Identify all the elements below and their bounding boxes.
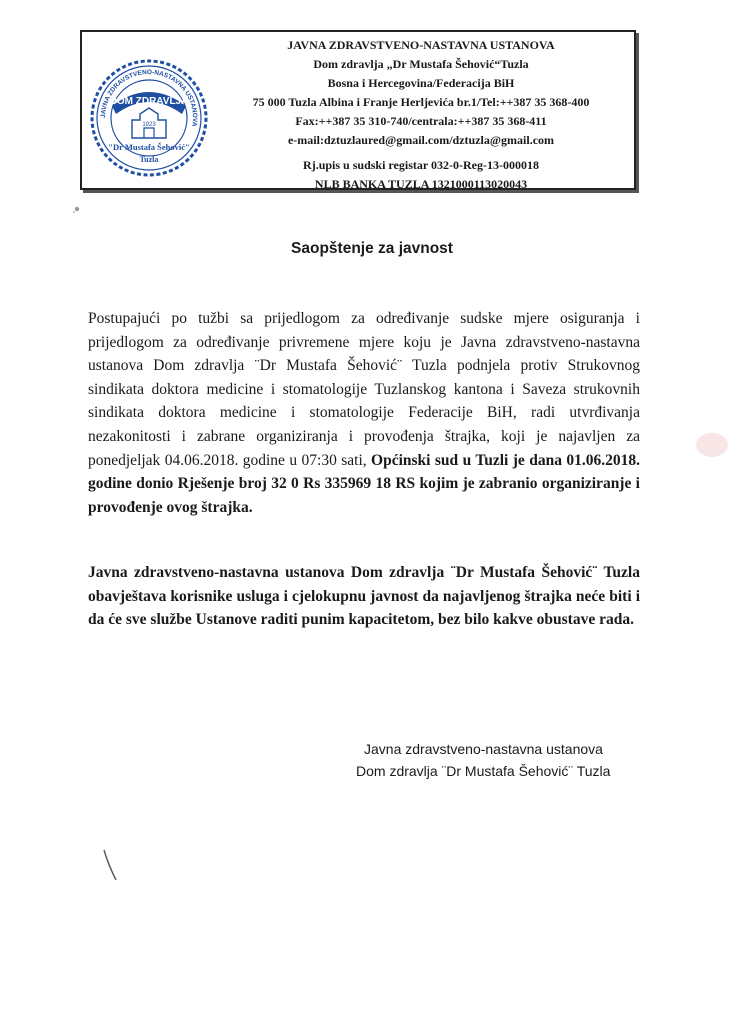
logo-year: 1923 bbox=[142, 122, 156, 128]
letterhead-line: Dom zdravlja „Dr Mustafa Šehović“Tuzla bbox=[313, 57, 529, 71]
logo-banner-text: DOM ZDRAVLJA bbox=[109, 96, 189, 107]
logo-name: "Dr Mustafa Šehović" bbox=[108, 142, 190, 152]
paragraph-text: Postupajući po tužbi sa prijedlogom za određivanje sudske mjere osiguranja i prijedlogom za određivanje privremene mjere koju je Javna zdravstveno-nastavna ustanova Dom zdravlja ¨Dr Mustafa Šehović¨ Tuzla podnjela protiv Strukovnog sindikata doktora medicine i stomatologije Tuzlanskog kantona i Saveza strukovnih sindikata doktora medicine i stomatologije Federacije BiH, radi utvrđivanja nezakonitosti i zabrane organiziranja i provođenja štrajka, koji je najavljen za ponedjeljak 04.06.2018. godine u 07:30 sati, bbox=[88, 310, 640, 469]
pen-mark bbox=[100, 846, 120, 886]
bank-account: NLB BANKA TUZLA 1321000113020043 bbox=[314, 177, 528, 191]
paragraph-bold-text: Općinski sud u Tuzli je dana 01.06.2018. godine donio Rješenje broj 32 0 Rs 335969 18 RS kojim je zabranio organiziranje i provođenje ovog štrajka. bbox=[88, 451, 640, 516]
logo-ring-text: JAVNA ZDRAVSTVENO-NASTAVNA USTANOVA bbox=[99, 68, 199, 128]
scan-speck bbox=[70, 202, 84, 216]
signature-block bbox=[356, 738, 610, 782]
logo-city: Tuzla bbox=[139, 155, 159, 164]
signature-line-2: Dom zdravlja ¨Dr Mustafa Šehović¨ Tuzla bbox=[356, 763, 611, 779]
letterhead bbox=[80, 30, 636, 190]
letterhead-line: JAVNA ZDRAVSTVENO-NASTAVNA USTANOVA bbox=[287, 38, 555, 52]
signature-line-1: Javna zdravstveno-nastavna ustanova bbox=[364, 741, 603, 757]
letterhead-text bbox=[212, 36, 630, 194]
letterhead-line: 75 000 Tuzla Albina i Franje Herljevića br.1/Tel:++387 35 368-400 bbox=[252, 95, 590, 109]
institution-logo bbox=[88, 54, 210, 182]
paragraph-announcement: Javna zdravstveno-nastavna ustanova Dom zdravlja ¨Dr Mustafa Šehović¨ Tuzla obavještava korisnike usluga i cjelokupnu javnost da najavljenog štrajka neće biti i da će sve službe Ustanove raditi punim kapacitetom, bez bilo kakve obustave rada. bbox=[88, 564, 640, 629]
letterhead-line: Fax:++387 35 310-740/centrala:++387 35 368-411 bbox=[295, 114, 547, 128]
document-title: Saopštenje za javnost bbox=[291, 240, 453, 257]
letterhead-line: e-mail:dztuzlaured@gmail.com/dztuzla@gmail.com bbox=[287, 133, 555, 147]
letterhead-line: Bosna i Hercegovina/Federacija BiH bbox=[327, 76, 515, 90]
registry-number: Rj.upis u sudski registar 032-0-Reg-13-000018 bbox=[303, 158, 539, 172]
scan-smudge bbox=[688, 428, 728, 462]
paragraph-court-ruling bbox=[88, 307, 640, 519]
